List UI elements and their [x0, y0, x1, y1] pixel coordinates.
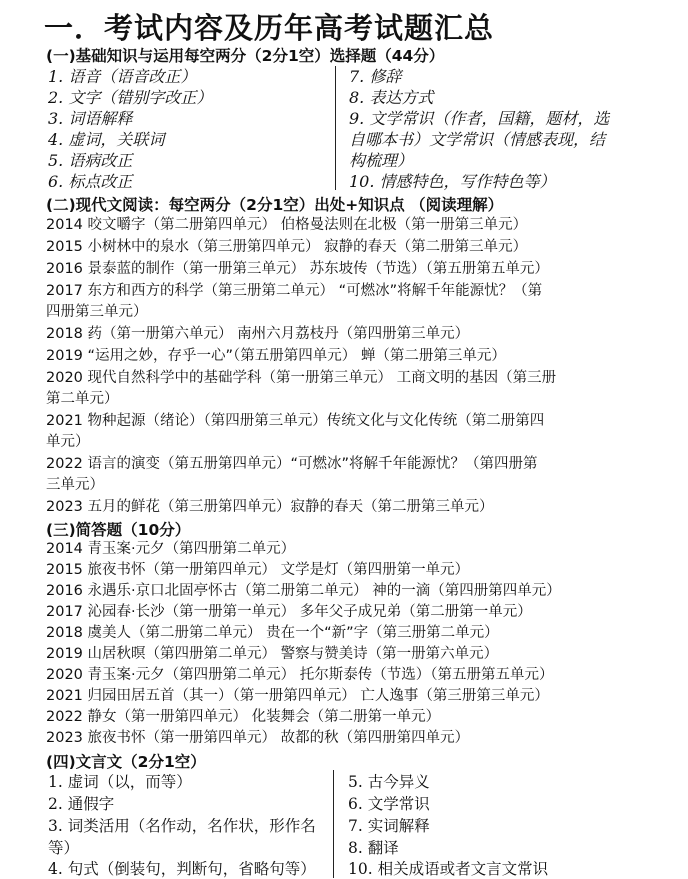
sec1-left-item: 2. 文字（错别字改正）: [48, 88, 213, 107]
sec4-right-item: 10. 相关成语或者文言文常识: [348, 860, 549, 878]
sec3-line: 2014 青玉案·元夕（第四册第二单元）: [46, 541, 296, 557]
sec2-line: 2017 东方和西方的科学（第三册第二单元） “可燃冰”将解千年能源忧？（第: [46, 283, 543, 299]
sec1-left-item: 3. 词语解释: [48, 109, 133, 128]
sec2-line: 单元）: [46, 434, 90, 450]
sec4-right-item: 8. 翻译: [348, 839, 399, 857]
sec2-line: 2018 药（第一册第六单元） 南州六月荔枝丹（第四册第三单元）: [46, 326, 470, 342]
sec2-line: 2015 小树林中的泉水（第三册第四单元） 寂静的春天（第二册第三单元）: [46, 239, 528, 255]
column-divider: [333, 770, 334, 878]
sec3-line: 2015 旅夜书怀（第一册第四单元） 文学是灯（第四册第一单元）: [46, 562, 470, 578]
sec1-right-item: 10. 情感特色，写作特色等）: [349, 172, 556, 191]
sec1-right-item: 7. 修辞: [349, 67, 402, 86]
sec2-line: 2021 物种起源（绪论）（第四册第三单元）传统文化与文化传统（第二册第四: [46, 413, 545, 429]
sec2-line: 2020 现代自然科学中的基础学科（第一册第三单元） 工商文明的基因（第三册: [46, 370, 557, 386]
sec4-left-item: 2. 通假字: [48, 795, 115, 813]
section-1-heading: (一)基础知识与运用每空两分（2分1空）选择题（44分）: [46, 47, 445, 65]
sec3-line: 2022 静女（第一册第四单元） 化装舞会（第二册第一单元）: [46, 709, 441, 725]
sec3-line: 2021 归园田居五首（其一）（第一册第四单元） 亡人逸事（第三册第三单元）: [46, 688, 549, 704]
sec2-line: 2016 景泰蓝的制作（第一册第三单元） 苏东坡传（节选）（第五册第五单元）: [46, 261, 549, 277]
page-title: 一．考试内容及历年高考试题汇总: [44, 11, 495, 45]
sec4-left-item: 4. 句式（倒装句，判断句，省略句等）: [48, 860, 316, 878]
sec3-line: 2020 青玉案·元夕（第四册第二单元） 托尔斯泰传（节选）（第五册第五单元）: [46, 667, 554, 683]
sec3-line: 2017 沁园春·长沙（第一册第一单元） 多年父子成兄弟（第二册第一单元）: [46, 604, 532, 620]
sec1-right-item: 8. 表达方式: [349, 88, 434, 107]
sec4-right-item: 7. 实词解释: [348, 817, 430, 835]
sec2-line: 第二单元）: [46, 391, 119, 407]
sec2-line: 四册第三单元）: [46, 304, 148, 320]
sec1-right-item: 9. 文学常识（作者，国籍，题材，选: [349, 109, 610, 128]
section-3-heading: (三)简答题（10分）: [46, 521, 191, 539]
sec1-left-item: 6. 标点改正: [48, 172, 133, 191]
sec3-line: 2018 虞美人（第二册第二单元） 贵在一个“新”字（第三册第二单元）: [46, 625, 499, 641]
sec2-line: 2014 咬文嚼字（第二册第四单元） 伯格曼法则在北极（第一册第三单元）: [46, 217, 528, 233]
sec4-right-item: 5. 古今异义: [348, 773, 430, 791]
sec1-right-item: 构梳理）: [349, 151, 414, 170]
sec1-left-item: 5. 语病改正: [48, 151, 133, 170]
section-2-heading: (二)现代文阅读：每空两分（2分1空）出处+知识点 （阅读理解）: [46, 196, 504, 214]
sec4-left-item: 1. 虚词（以，而等）: [48, 773, 192, 791]
sec1-left-item: 4. 虚词，关联词: [48, 130, 165, 149]
sec3-line: 2016 永遇乐·京口北固亭怀古（第二册第二单元） 神的一滴（第四册第四单元）: [46, 583, 561, 599]
column-divider: [335, 66, 336, 190]
sec4-left-item: 等）: [48, 839, 80, 857]
sec1-left-item: 1. 语音（语音改正）: [48, 67, 197, 86]
sec2-line: 2019 “运用之妙，存乎一心”（第五册第四单元） 蝉（第二册第三单元）: [46, 348, 506, 364]
sec2-line: 三单元）: [46, 477, 104, 493]
sec1-right-item: 自哪本书）文学常识（情感表现，结: [349, 130, 606, 149]
sec3-line: 2023 旅夜书怀（第一册第四单元） 故都的秋（第四册第四单元）: [46, 730, 470, 746]
sec2-line: 2023 五月的鲜花（第三册第四单元）寂静的春天（第二册第三单元）: [46, 499, 494, 515]
sec3-line: 2019 山居秋暝（第四册第二单元） 警察与赞美诗（第一册第六单元）: [46, 646, 499, 662]
sec4-right-item: 6. 文学常识: [348, 795, 430, 813]
section-4-heading: (四)文言文（2分1空）: [46, 753, 206, 771]
sec4-left-item: 3. 词类活用（名作动，名作状，形作名: [48, 817, 316, 835]
sec2-line: 2022 语言的演变（第五册第四单元）“可燃冰”将解千年能源忧？（第四册第: [46, 456, 538, 472]
